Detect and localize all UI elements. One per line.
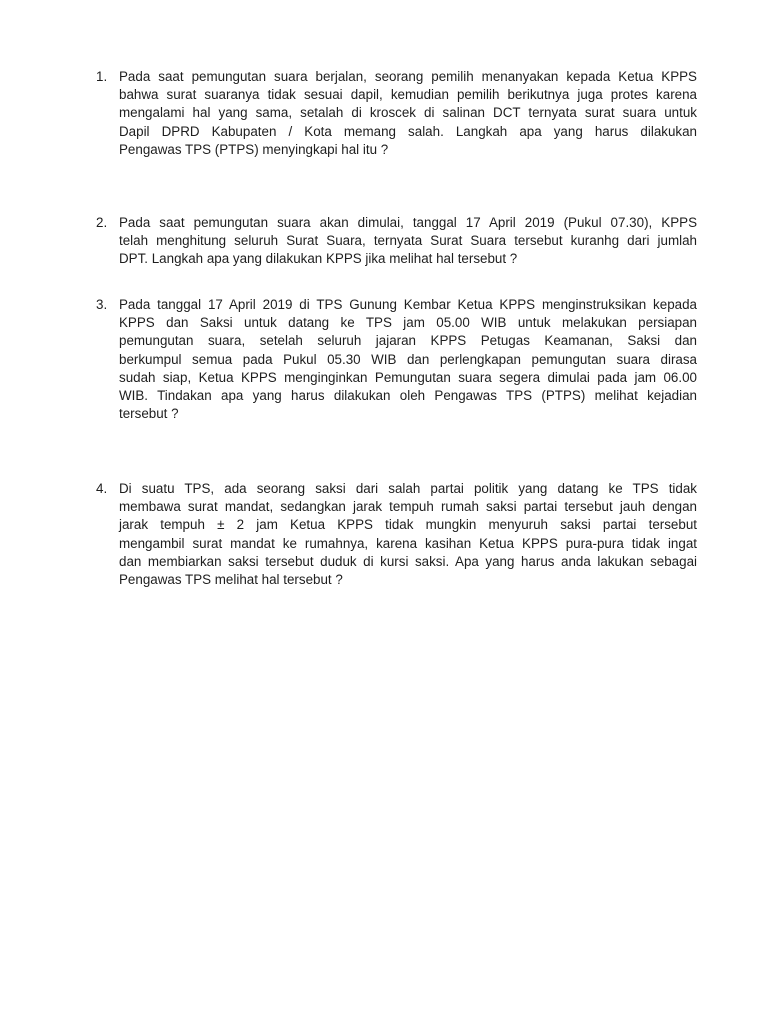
text-line: pemungutan suara, setelah seluruh jajaran KPPS Petugas Keamanan, Saksi dan — [119, 333, 697, 349]
question-text — [119, 480, 697, 589]
question-text — [119, 214, 697, 269]
text-line: mengalami hal yang sama, setalah di kroscek di salinan DCT ternyata surat suara untuk — [119, 105, 697, 121]
text-line: WIB. Tindakan apa yang harus dilakukan oleh Pengawas TPS (PTPS) melihat kejadian — [119, 388, 697, 404]
text-line: DPT. Langkah apa yang dilakukan KPPS jika melihat hal tersebut ? — [119, 251, 518, 267]
question-number: 4. — [96, 481, 108, 496]
text-line: tersebut ? — [119, 406, 179, 422]
text-line: KPPS dan Saksi untuk datang ke TPS jam 05.00 WIB untuk melakukan persiapan — [119, 315, 697, 331]
text-line: sudah siap, Ketua KPPS menginginkan Pemungutan suara segera dimulai pada jam 06.00 — [119, 369, 697, 385]
text-line: mengambil surat mandat ke rumahnya, karena kasihan Ketua KPPS pura-pura tidak ingat — [119, 535, 697, 551]
text-line: Pengawas TPS (PTPS) menyingkapi hal itu ? — [119, 141, 389, 157]
question-number: 3. — [96, 297, 108, 312]
text-line: berkumpul semua pada Pukul 05.30 WIB dan perlengkapan pemungutan suara dirasa — [119, 351, 697, 367]
text-line: dan membiarkan saksi tersebut duduk di kursi saksi. Apa yang harus anda lakukan sebagai — [119, 553, 697, 569]
text-line: jarak tempuh ± 2 jam Ketua KPPS tidak mungkin menyuruh saksi partai tersebut — [119, 517, 697, 533]
text-line: bahwa surat suaranya tidak sesuai dapil, kemudian pemilih berikutnya juga protes karena — [119, 87, 697, 103]
question-number: 1. — [96, 69, 108, 84]
text-line: Dapil DPRD Kabupaten / Kota memang salah. Langkah apa yang harus dilakukan — [119, 123, 697, 139]
text-line: Di suatu TPS, ada seorang saksi dari salah partai politik yang datang ke TPS tidak — [119, 481, 697, 496]
text-line: Pengawas TPS melihat hal tersebut ? — [119, 572, 343, 588]
question-number: 2. — [96, 215, 108, 230]
text-line: Pada saat pemungutan suara akan dimulai, tanggal 17 April 2019 (Pukul 07.30), KPPS — [119, 215, 697, 230]
text-line: Pada saat pemungutan suara berjalan, seorang pemilih menanyakan kepada Ketua KPPS — [119, 69, 697, 84]
question-text — [119, 68, 697, 159]
text-line: membawa surat mandat, sedangkan jarak tempuh rumah saksi partai tersebut jauh dengan — [119, 499, 697, 515]
text-line: Pada tanggal 17 April 2019 di TPS Gunung Kembar Ketua KPPS menginstruksikan kepada — [119, 297, 697, 312]
text-line: telah menghitung seluruh Surat Suara, ternyata Surat Suara tersebut kuranhg dari jumlah — [119, 233, 697, 249]
question-text — [119, 296, 697, 423]
